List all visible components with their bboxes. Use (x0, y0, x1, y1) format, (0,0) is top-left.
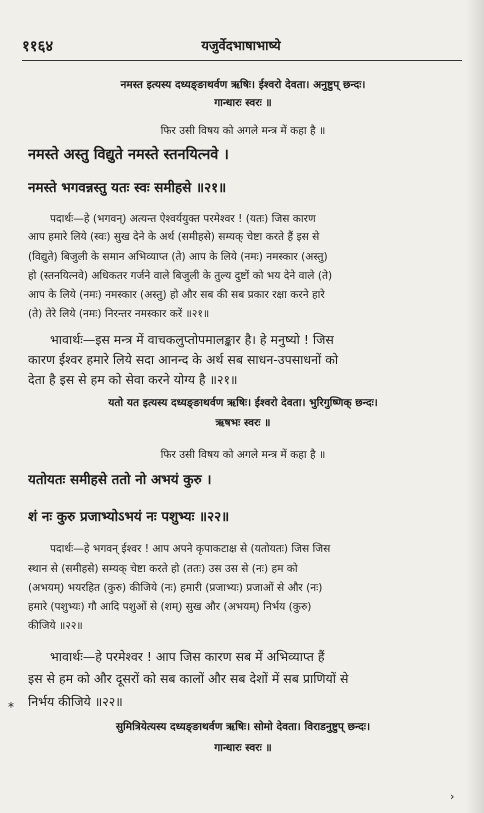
anukramani-line: गान्धारः स्वरः ॥ (214, 742, 272, 754)
anukramani-line: ऋषभः स्वरः ॥ (215, 417, 271, 429)
bhavartha-line: देता है इस से हम को सेवा करने योग्य है ॥२१॥ (28, 372, 238, 387)
bhavartha-line: निर्भय कीजिये ॥२२॥ (28, 694, 123, 709)
mantra-line: यतोयतः समीहसे ततो नो अभयं कुरु । (28, 472, 212, 488)
padartha-line: पदार्थः—हे (भगवन्) अत्यन्त ऐश्वर्ययुक्त परमेश्वर ! (यतः) जिस कारण (50, 213, 316, 225)
page-header (22, 36, 460, 58)
anukramani-line: नमस्त इत्यस्य दध्यङ्ङाथर्वण ऋषिः। ईश्वरो देवता। अनुष्टुप् छन्दः। (120, 79, 366, 91)
bhavartha-line: कारण ईश्वर हमारे लिये सदा आनन्द के अर्थ सब साधन-उपसाधनों को (28, 352, 339, 367)
padartha-line: (ते) तेरे लिये (नमः) निरन्तर नमस्कार करें ॥२१॥ (28, 308, 210, 320)
bhavartha-line: भावार्थः—हे परमेश्वर ! आप जिस कारण सब में अभिव्याप्त हैं (50, 649, 325, 664)
mantra-line: नमस्ते भगवन्नस्तु यतः स्वः समीहसे ॥२१॥ (28, 180, 227, 196)
mantra-line: नमस्ते अस्तु विद्युते नमस्ते स्तनयित्नवे । (28, 147, 229, 163)
padartha-line: कीजिये ॥२२॥ (28, 620, 83, 632)
anukramani-line: सुमित्रियेत्यस्य दध्यङ्ङाथर्वण ऋषिः। सोमो देवता। विराडनुष्टुप् छन्दः। (115, 721, 371, 733)
anukramani-line: गान्धारः स्वरः ॥ (214, 97, 272, 109)
padartha-line: हो (स्तनयित्नवे) अधिकतर गर्जने वाले बिजुली के तुल्य दुष्टों को भय देने वाले (ते) (28, 270, 333, 282)
padartha-line: (अभयम्) भयरहित (कुरु) कीजिये (नः) हमारी (प्रजाभ्यः) प्रजाओं से और (नः) (28, 582, 323, 594)
margin-mark: › (450, 790, 455, 803)
padartha-line: हमारे (पशुभ्यः) गौ आदि पशुओं से (शम्) सुख और (अभयम्) निर्भय (कुरु) (28, 601, 312, 613)
padartha-line: पदार्थः—हे भगवन् ईश्वर ! आप अपने कृपाकटाक्ष से (यतोयतः) जिस जिस (50, 543, 331, 555)
bhavartha-line: इस से हम को और दूसरों को सब कालों और सब देशों में सब प्राणियों से (28, 671, 349, 686)
page-number: ११६४ (22, 37, 54, 55)
margin-star: * (8, 700, 14, 714)
section-intro: फिर उसी विषय को अगले मन्त्र में कहा है ॥ (160, 449, 326, 461)
padartha-line: (विद्युते) बिजुली के समान अभिव्याप्त (ते) आप के लिये (नमः) नमस्कार (अस्तु) (28, 251, 328, 263)
anukramani-line: यतो यत इत्यस्य दध्यङ्ङाथर्वण ऋषिः। ईश्वरो देवता। भुरिगुष्णिक् छन्दः। (108, 397, 378, 409)
padartha-line: स्थान से (समीहसे) सम्यक् चेष्टा करते हो (ततः) उस उस से (नः) हम को (28, 563, 298, 575)
page-edge-shadow (466, 0, 484, 813)
bhavartha-line: भावार्थः—इस मन्त्र में वाचकलुप्तोपमालङ्कार है। हे मनुष्यो ! जिस (50, 332, 334, 347)
header-rule (22, 60, 462, 61)
page-title: यजुर्वेदभाषाभाष्ये (201, 39, 281, 54)
section-intro: फिर उसी विषय को अगले मन्त्र में कहा है ॥ (160, 125, 326, 137)
padartha-line: आप के लिये (नमः) नमस्कार (अस्तु) हो और सब की सब प्रकार रक्षा करने हारे (28, 289, 325, 301)
padartha-line: आप हमारे लिये (स्वः) सुख देने के अर्थ (समीहसे) सम्यक् चेष्टा करते हैं इस से (28, 231, 320, 243)
mantra-line: शं नः कुरु प्रजाभ्योऽभयं नः पशुभ्यः ॥२२॥ (28, 509, 230, 525)
